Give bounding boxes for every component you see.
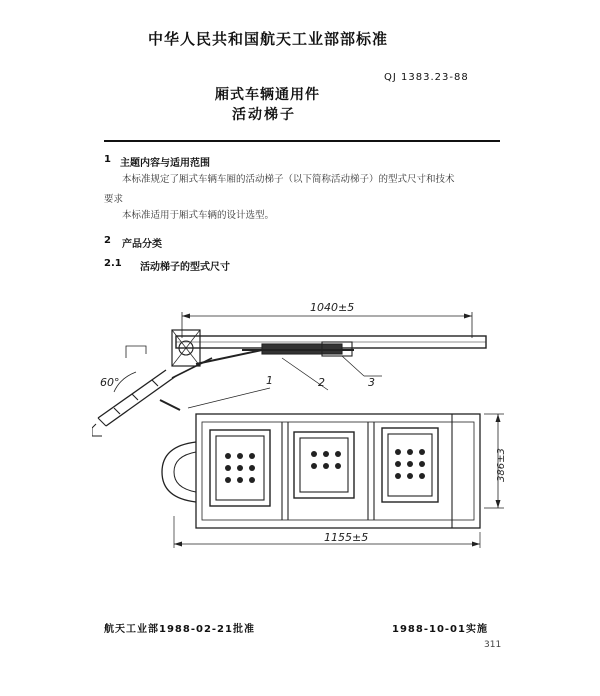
- plan-view: [162, 414, 507, 548]
- document-title-line2: 活动梯子: [232, 107, 296, 123]
- callout-1: 1: [266, 374, 273, 387]
- section-2-1-number: 2.1: [104, 258, 122, 269]
- section-1-title: 主题内容与适用范围: [120, 158, 210, 169]
- section-2-number: 2: [104, 235, 111, 246]
- section-2-1-title: 活动梯子的型式尺寸: [140, 262, 230, 273]
- standard-code: QJ 1383.23-88: [384, 72, 469, 83]
- approval-line: 航天工业部1988-02-21批准: [104, 624, 255, 635]
- callout-2: 2: [318, 376, 325, 389]
- section-1-paragraph-1-cont: 要求: [104, 194, 124, 205]
- issuing-organization: 中华人民共和国航天工业部部标准: [148, 30, 389, 48]
- document-title-line1: 厢式车辆通用件: [215, 87, 320, 103]
- side-view: [92, 301, 486, 436]
- section-2-title: 产品分类: [122, 239, 162, 250]
- section-1-number: 1: [104, 154, 111, 165]
- header-divider: [104, 140, 500, 142]
- dimension-length-top: 1040±5: [310, 301, 355, 314]
- section-1-paragraph-1: 本标准规定了厢式车辆车厢的活动梯子（以下简称活动梯子）的型式尺寸和技术: [122, 174, 455, 185]
- dimension-length-bottom: 1155±5: [324, 531, 369, 544]
- ladder-technical-drawing: [92, 292, 512, 552]
- effective-date: 1988-10-01实施: [392, 624, 488, 635]
- callout-3: 3: [368, 376, 375, 389]
- section-1-paragraph-2: 本标准适用于厢式车辆的设计选型。: [122, 210, 275, 221]
- angle-label: 60°: [100, 376, 120, 389]
- dimension-width-right: 386±3: [496, 448, 507, 482]
- page-number: 311: [484, 640, 502, 650]
